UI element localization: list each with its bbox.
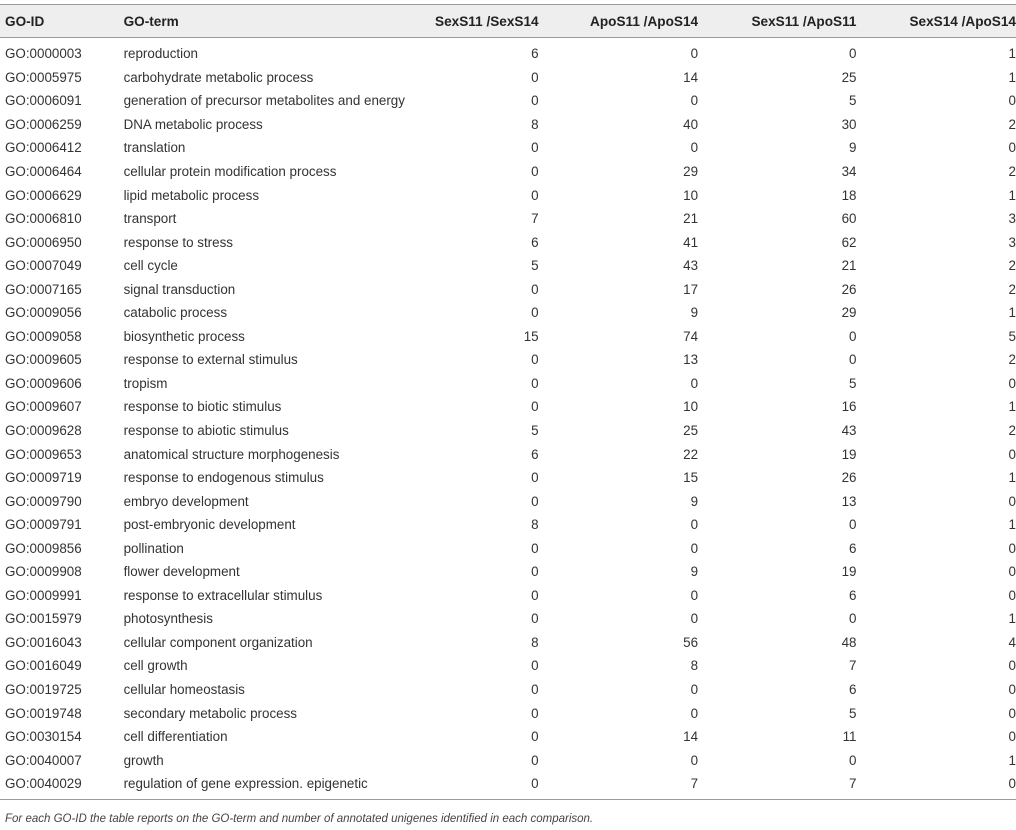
cell-sexs14-apos14: 2 bbox=[1008, 164, 1016, 179]
cell-apos11-apos14: 0 bbox=[690, 682, 699, 698]
cell-sexs14-apos14: 2 bbox=[1008, 258, 1016, 274]
cell-sexs11-sexs14: 0 bbox=[531, 729, 539, 745]
cell-sexs11-apos11: 21 bbox=[841, 258, 857, 274]
cell-sexs14-apos14: 0 bbox=[1008, 375, 1016, 391]
cell-go-id: GO:0006464 bbox=[5, 164, 82, 179]
cell-go-id: GO:0007049 bbox=[5, 258, 82, 274]
cell-sexs14-apos14: 0 bbox=[1008, 493, 1016, 509]
cell-sexs11-apos11: 13 bbox=[841, 493, 857, 509]
cell-sexs14-apos14: 1 bbox=[1008, 470, 1016, 486]
cell-sexs11-sexs14: 0 bbox=[531, 611, 539, 627]
cell-apos11-apos14: 14 bbox=[683, 729, 699, 745]
table-row bbox=[0, 395, 1016, 419]
cell-apos11-apos14: 21 bbox=[683, 211, 699, 227]
cell-sexs11-sexs14: 0 bbox=[531, 93, 539, 109]
table-footnote: For each GO-ID the table reports on the GO-term and number of annotated unigenes identified in each comparison. bbox=[5, 813, 594, 825]
table-row bbox=[0, 277, 1016, 301]
cell-apos11-apos14: 9 bbox=[690, 305, 699, 321]
cell-go-id: GO:0016049 bbox=[5, 658, 82, 674]
cell-sexs11-sexs14: 6 bbox=[531, 234, 539, 250]
cell-sexs11-apos11: 0 bbox=[849, 352, 857, 368]
table-row bbox=[0, 560, 1016, 584]
table-row bbox=[0, 725, 1016, 749]
cell-apos11-apos14: 0 bbox=[690, 611, 699, 627]
cell-apos11-apos14: 0 bbox=[690, 140, 699, 156]
cell-sexs11-apos11: 19 bbox=[841, 446, 857, 462]
cell-sexs14-apos14: 0 bbox=[1008, 658, 1016, 674]
cell-sexs14-apos14: 0 bbox=[1008, 93, 1016, 109]
cell-sexs11-sexs14: 0 bbox=[531, 281, 539, 297]
cell-apos11-apos14: 14 bbox=[683, 69, 699, 85]
cell-go-term: anatomical structure morphogenesis bbox=[123, 446, 340, 462]
cell-sexs11-apos11: 11 bbox=[842, 729, 857, 745]
cell-go-id: GO:0009719 bbox=[5, 470, 82, 486]
cell-sexs11-apos11: 0 bbox=[849, 517, 857, 533]
cell-sexs14-apos14: 1 bbox=[1008, 611, 1016, 627]
cell-go-term: lipid metabolic process bbox=[123, 187, 260, 203]
cell-sexs14-apos14: 3 bbox=[1008, 211, 1016, 227]
cell-go-term: signal transduction bbox=[123, 281, 236, 297]
cell-go-term: pollination bbox=[123, 540, 184, 556]
cell-go-term: cellular homeostasis bbox=[123, 682, 245, 698]
cell-sexs14-apos14: 0 bbox=[1008, 564, 1016, 580]
cell-go-id: GO:0006091 bbox=[5, 93, 82, 109]
cell-sexs11-apos11: 48 bbox=[841, 634, 857, 650]
header-sexs11-apos11: SexS11 /ApoS11 bbox=[698, 5, 856, 38]
table-row bbox=[0, 136, 1016, 160]
cell-apos11-apos14: 0 bbox=[690, 93, 699, 109]
cell-go-term: response to biotic stimulus bbox=[123, 399, 282, 415]
cell-sexs14-apos14: 2 bbox=[1008, 116, 1016, 132]
cell-go-id: GO:0006810 bbox=[5, 211, 82, 227]
cell-sexs11-apos11: 5 bbox=[849, 93, 857, 109]
cell-go-term: response to endogenous stimulus bbox=[123, 470, 324, 486]
cell-sexs11-sexs14: 0 bbox=[531, 470, 539, 486]
cell-apos11-apos14: 0 bbox=[690, 587, 699, 603]
cell-sexs11-sexs14: 8 bbox=[531, 634, 539, 650]
cell-go-id: GO:0009628 bbox=[5, 423, 82, 439]
cell-sexs11-apos11: 6 bbox=[849, 587, 857, 603]
cell-go-term: reproduction bbox=[123, 46, 199, 62]
cell-go-id: GO:0030154 bbox=[5, 729, 82, 745]
cell-sexs14-apos14: 0 bbox=[856, 772, 1016, 799]
table-row bbox=[0, 678, 1016, 702]
cell-sexs11-sexs14: 0 bbox=[531, 399, 539, 415]
cell-apos11-apos14: 43 bbox=[683, 258, 699, 274]
cell-sexs11-sexs14: 8 bbox=[531, 116, 539, 132]
cell-sexs14-apos14: 1 bbox=[1008, 752, 1016, 768]
cell-apos11-apos14: 9 bbox=[690, 564, 699, 580]
header-go-term: GO-term bbox=[124, 5, 430, 38]
table-row bbox=[0, 38, 1016, 66]
cell-apos11-apos14: 8 bbox=[690, 658, 699, 674]
cell-sexs11-sexs14: 0 bbox=[531, 705, 539, 721]
cell-sexs14-apos14: 0 bbox=[1008, 446, 1016, 462]
cell-sexs11-apos11: 5 bbox=[849, 375, 857, 391]
cell-apos11-apos14: 17 bbox=[683, 281, 699, 297]
cell-sexs11-apos11: 16 bbox=[841, 399, 857, 415]
cell-apos11-apos14: 74 bbox=[683, 328, 699, 344]
cell-apos11-apos14: 13 bbox=[683, 352, 699, 368]
cell-sexs11-apos11: 0 bbox=[849, 611, 857, 627]
table-row bbox=[0, 654, 1016, 678]
cell-sexs14-apos14: 1 bbox=[1008, 517, 1016, 533]
cell-go-term: photosynthesis bbox=[123, 611, 213, 627]
cell-go-term: flower development bbox=[123, 564, 240, 580]
table-row bbox=[0, 113, 1016, 137]
cell-go-id: GO:0019748 bbox=[5, 705, 82, 721]
cell-sexs11-apos11: 5 bbox=[849, 705, 857, 721]
cell-apos11-apos14: 0 bbox=[690, 375, 699, 391]
cell-go-id: GO:0009908 bbox=[5, 564, 82, 580]
cell-go-id: GO:0009605 bbox=[5, 352, 82, 368]
cell-sexs11-apos11: 43 bbox=[841, 423, 857, 439]
cell-sexs14-apos14: 1 bbox=[1008, 69, 1016, 85]
cell-apos11-apos14: 15 bbox=[683, 470, 699, 486]
cell-go-id: GO:0040007 bbox=[5, 752, 82, 768]
cell-go-term: cellular protein modification process bbox=[123, 164, 337, 179]
table-row bbox=[0, 207, 1016, 231]
table-row bbox=[0, 489, 1016, 513]
cell-sexs11-sexs14: 6 bbox=[531, 46, 539, 62]
cell-go-term: DNA metabolic process bbox=[123, 116, 263, 132]
cell-go-id: GO:0009790 bbox=[5, 493, 82, 509]
table-header-row bbox=[0, 5, 1016, 38]
cell-go-id: GO:0016043 bbox=[5, 634, 82, 650]
cell-sexs14-apos14: 0 bbox=[1008, 140, 1016, 156]
cell-sexs11-apos11: 19 bbox=[841, 564, 857, 580]
cell-sexs11-sexs14: 8 bbox=[531, 517, 539, 533]
cell-apos11-apos14: 40 bbox=[683, 116, 699, 132]
cell-sexs14-apos14: 1 bbox=[1008, 46, 1016, 62]
cell-go-term: carbohydrate metabolic process bbox=[123, 69, 314, 85]
cell-sexs11-apos11: 34 bbox=[841, 164, 857, 179]
cell-sexs11-apos11: 26 bbox=[841, 281, 857, 297]
table-row bbox=[0, 325, 1016, 349]
cell-sexs14-apos14: 5 bbox=[1008, 328, 1016, 344]
cell-apos11-apos14: 25 bbox=[683, 423, 699, 439]
cell-sexs11-sexs14: 0 bbox=[531, 140, 539, 156]
cell-sexs11-sexs14: 0 bbox=[531, 187, 539, 203]
cell-go-id: GO:0019725 bbox=[5, 682, 82, 698]
cell-sexs11-sexs14: 0 bbox=[531, 164, 539, 179]
cell-go-term: response to stress bbox=[123, 234, 233, 250]
cell-sexs11-apos11: 25 bbox=[841, 69, 857, 85]
cell-sexs14-apos14: 0 bbox=[1008, 729, 1016, 745]
table-row bbox=[0, 607, 1016, 631]
cell-go-term: transport bbox=[123, 211, 177, 227]
cell-sexs11-sexs14: 5 bbox=[531, 258, 539, 274]
header-sexs11-sexs14: SexS11 /SexS14 bbox=[430, 5, 539, 38]
cell-go-term: tropism bbox=[123, 375, 168, 391]
cell-apos11-apos14: 10 bbox=[683, 187, 699, 203]
table-body bbox=[0, 38, 1016, 800]
cell-go-term: catabolic process bbox=[123, 305, 228, 321]
cell-sexs11-sexs14: 0 bbox=[531, 352, 539, 368]
cell-go-term: response to external stimulus bbox=[123, 352, 298, 368]
cell-sexs11-apos11: 9 bbox=[849, 140, 857, 156]
cell-sexs11-apos11: 30 bbox=[841, 116, 857, 132]
cell-sexs14-apos14: 0 bbox=[1008, 705, 1016, 721]
cell-go-id: GO:0006412 bbox=[5, 140, 82, 156]
cell-apos11-apos14: 29 bbox=[683, 164, 699, 179]
cell-go-id: GO:0006259 bbox=[5, 116, 82, 132]
cell-go-term: cell growth bbox=[123, 658, 188, 674]
cell-sexs11-sexs14: 6 bbox=[531, 446, 539, 462]
cell-go-term: biosynthetic process bbox=[123, 328, 245, 344]
table-row bbox=[0, 372, 1016, 396]
cell-sexs11-apos11: 26 bbox=[841, 470, 857, 486]
cell-go-term: generation of precursor metabolites and energy bbox=[123, 93, 405, 109]
header-go-id: GO-ID bbox=[0, 5, 124, 38]
table-row bbox=[0, 701, 1016, 725]
cell-go-id: GO:0009653 bbox=[5, 446, 82, 462]
cell-go-id: GO:0006629 bbox=[5, 187, 82, 203]
cell-go-term: regulation of gene expression. epigenetic bbox=[124, 772, 430, 799]
cell-sexs11-apos11: 29 bbox=[841, 305, 857, 321]
cell-go-id: GO:0009991 bbox=[5, 587, 82, 603]
cell-sexs14-apos14: 0 bbox=[1008, 682, 1016, 698]
cell-go-id: GO:0040029 bbox=[0, 772, 124, 799]
cell-go-id: GO:0000003 bbox=[5, 46, 82, 62]
table-row bbox=[0, 631, 1016, 655]
cell-go-id: GO:0005975 bbox=[5, 69, 82, 85]
cell-sexs11-apos11: 60 bbox=[841, 211, 857, 227]
cell-sexs11-sexs14: 0 bbox=[531, 305, 539, 321]
cell-go-id: GO:0009607 bbox=[5, 399, 82, 415]
cell-go-id: GO:0009606 bbox=[5, 375, 82, 391]
table-row bbox=[0, 513, 1016, 537]
cell-apos11-apos14: 0 bbox=[690, 46, 699, 62]
cell-sexs11-apos11: 6 bbox=[849, 682, 857, 698]
cell-sexs14-apos14: 4 bbox=[1008, 634, 1016, 650]
cell-sexs11-sexs14: 15 bbox=[523, 328, 539, 344]
cell-sexs11-sexs14: 0 bbox=[531, 658, 539, 674]
cell-sexs11-apos11: 7 bbox=[849, 658, 857, 674]
cell-sexs11-sexs14: 0 bbox=[531, 587, 539, 603]
cell-apos11-apos14: 10 bbox=[683, 399, 699, 415]
cell-go-id: GO:0009056 bbox=[5, 305, 82, 321]
table-row bbox=[0, 183, 1016, 207]
cell-sexs11-sexs14: 0 bbox=[531, 752, 539, 768]
cell-sexs11-apos11: 18 bbox=[841, 187, 857, 203]
cell-apos11-apos14: 0 bbox=[690, 752, 699, 768]
header-apos11-apos14: ApoS11 /ApoS14 bbox=[539, 5, 698, 38]
table-row bbox=[0, 66, 1016, 90]
cell-go-id: GO:0007165 bbox=[5, 281, 82, 297]
table-row bbox=[0, 230, 1016, 254]
cell-sexs14-apos14: 1 bbox=[1008, 187, 1016, 203]
cell-sexs14-apos14: 1 bbox=[1008, 399, 1016, 415]
table-row bbox=[0, 584, 1016, 608]
table-row bbox=[0, 536, 1016, 560]
cell-sexs11-apos11: 0 bbox=[849, 328, 857, 344]
cell-go-id: GO:0009791 bbox=[5, 517, 82, 533]
cell-sexs14-apos14: 1 bbox=[1008, 305, 1016, 321]
cell-sexs14-apos14: 3 bbox=[1008, 234, 1016, 250]
cell-apos11-apos14: 0 bbox=[690, 705, 699, 721]
cell-go-term: cellular component organization bbox=[123, 634, 313, 650]
cell-go-id: GO:0015979 bbox=[5, 611, 82, 627]
cell-go-term: cell differentiation bbox=[123, 729, 228, 745]
table-row bbox=[0, 442, 1016, 466]
cell-go-id: GO:0009058 bbox=[5, 328, 82, 344]
cell-sexs11-sexs14: 0 bbox=[531, 375, 539, 391]
cell-apos11-apos14: 22 bbox=[683, 446, 699, 462]
cell-go-term: post-embryonic development bbox=[123, 517, 296, 533]
cell-apos11-apos14: 0 bbox=[690, 517, 699, 533]
cell-sexs11-apos11: 7 bbox=[698, 772, 856, 799]
cell-apos11-apos14: 56 bbox=[683, 634, 699, 650]
cell-apos11-apos14: 41 bbox=[683, 234, 699, 250]
header-sexs14-apos14: SexS14 /ApoS14 bbox=[856, 5, 1016, 38]
cell-go-term: response to extracellular stimulus bbox=[123, 587, 323, 603]
cell-go-term: translation bbox=[123, 140, 186, 156]
table-row bbox=[0, 419, 1016, 443]
cell-sexs11-sexs14: 7 bbox=[531, 211, 539, 227]
cell-go-term: secondary metabolic process bbox=[123, 705, 297, 721]
cell-go-term: cell cycle bbox=[123, 258, 178, 274]
table-row bbox=[0, 466, 1016, 490]
cell-apos11-apos14: 0 bbox=[690, 540, 699, 556]
cell-apos11-apos14: 9 bbox=[690, 493, 699, 509]
cell-sexs11-sexs14: 0 bbox=[531, 564, 539, 580]
table-row bbox=[0, 748, 1016, 772]
go-comparison-table bbox=[0, 4, 1016, 800]
cell-go-term: response to abiotic stimulus bbox=[123, 423, 289, 439]
cell-apos11-apos14: 7 bbox=[539, 772, 698, 799]
table-row bbox=[0, 89, 1016, 113]
cell-sexs11-apos11: 62 bbox=[841, 234, 857, 250]
cell-sexs14-apos14: 0 bbox=[1008, 587, 1016, 603]
table-row bbox=[0, 254, 1016, 278]
cell-sexs11-sexs14: 0 bbox=[531, 69, 539, 85]
cell-sexs14-apos14: 0 bbox=[1008, 540, 1016, 556]
cell-sexs11-sexs14: 0 bbox=[531, 540, 539, 556]
cell-sexs11-sexs14: 5 bbox=[531, 423, 539, 439]
cell-go-term: growth bbox=[123, 752, 164, 768]
table-row bbox=[0, 160, 1016, 184]
cell-sexs14-apos14: 2 bbox=[1008, 281, 1016, 297]
cell-sexs11-sexs14: 0 bbox=[430, 772, 539, 799]
cell-sexs14-apos14: 2 bbox=[1008, 352, 1016, 368]
cell-sexs11-apos11: 0 bbox=[849, 752, 857, 768]
cell-sexs14-apos14: 2 bbox=[1008, 423, 1016, 439]
cell-go-term: embryo development bbox=[123, 493, 249, 509]
cell-go-id: GO:0009856 bbox=[5, 540, 82, 556]
cell-sexs11-sexs14: 0 bbox=[531, 682, 539, 698]
cell-go-id: GO:0006950 bbox=[5, 234, 82, 250]
table-row bbox=[0, 348, 1016, 372]
cell-sexs11-sexs14: 0 bbox=[531, 493, 539, 509]
table-row bbox=[0, 772, 1016, 799]
cell-sexs11-apos11: 0 bbox=[849, 46, 857, 62]
table-row bbox=[0, 301, 1016, 325]
cell-sexs11-apos11: 6 bbox=[849, 540, 857, 556]
